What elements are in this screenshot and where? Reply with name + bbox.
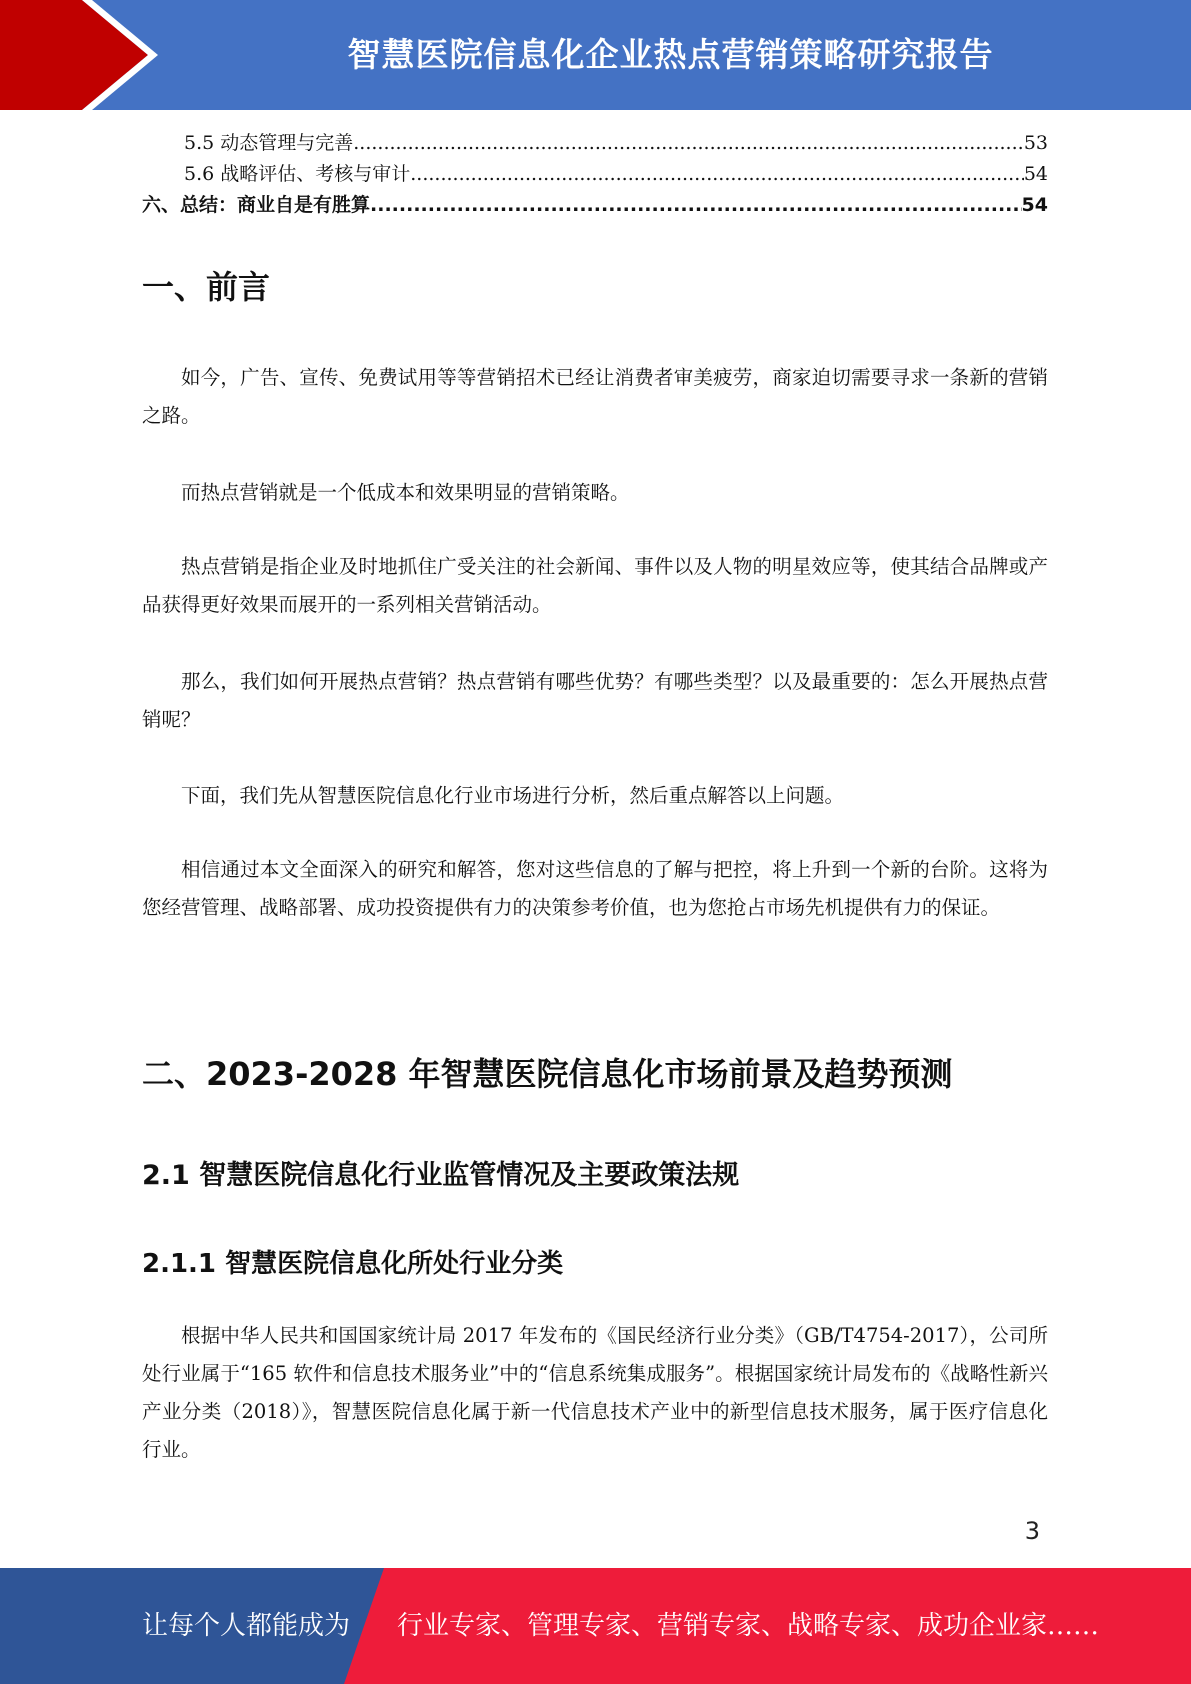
toc-entry-title: 5.5 动态管理与完善	[184, 132, 354, 154]
body-paragraph: 下面，我们先从智慧医院信息化行业市场进行分析，然后重点解答以上问题。	[181, 784, 845, 807]
toc-entry-page: 54	[1021, 194, 1048, 216]
toc-entry[interactable]	[142, 190, 1048, 221]
page-header	[0, 0, 1191, 110]
body-paragraph: 相信通过本文全面深入的研究和解答，您对这些信息的了解与把控，将上升到一个新的台阶。这将为您经营管理、战略部署、成功投资提供有力的决策参考价值，也为您抢占市场先机提供有力的保证。	[142, 858, 1048, 919]
toc-entry[interactable]	[142, 159, 1048, 190]
table-of-contents	[142, 128, 1048, 221]
report-title: 智慧医院信息化企业热点营销策略研究报告	[347, 35, 994, 74]
subsection-heading-classification: 2.1.1 智慧医院信息化所处行业分类	[142, 1249, 564, 1279]
page-number: 3	[1024, 1517, 1040, 1545]
toc-leader-dots	[353, 132, 1024, 154]
body-paragraph: 那么，我们如何开展热点营销？热点营销有哪些优势？有哪些类型？以及最重要的：怎么开展热点营销呢？	[142, 670, 1048, 731]
toc-leader-dots	[370, 194, 1022, 216]
section-heading-preface: 一、前言	[142, 268, 271, 306]
header-arrow-decoration	[0, 0, 160, 110]
body-paragraph: 而热点营销就是一个低成本和效果明显的营销策略。	[181, 481, 630, 504]
toc-entry[interactable]	[142, 128, 1048, 159]
toc-entry-page: 53	[1023, 132, 1048, 154]
body-paragraph: 如今，广告、宣传、免费试用等等营销招术已经让消费者审美疲劳，商家迫切需要寻求一条新的营销之路。	[142, 366, 1048, 427]
footer-slogan-left: 让每个人都能成为	[142, 1611, 351, 1641]
toc-leader-dots	[410, 163, 1024, 185]
page-footer	[0, 1568, 1191, 1684]
body-paragraph: 热点营销是指企业及时地抓住广受关注的社会新闻、事件以及人物的明星效应等，使其结合品牌或产品获得更好效果而展开的一系列相关营销活动。	[142, 555, 1048, 616]
footer-slogan-right: 行业专家、管理专家、营销专家、战略专家、成功企业家……	[397, 1611, 1100, 1641]
toc-entry-title: 六、总结：商业自是有胜算	[142, 194, 371, 216]
subsection-heading-regulation: 2.1 智慧医院信息化行业监管情况及主要政策法规	[142, 1160, 740, 1191]
body-paragraph: 根据中华人民共和国国家统计局 2017 年发布的《国民经济行业分类》（GB/T4754-2017），公司所处行业属于“165 软件和信息技术服务业”中的“信息系统集成服务”。根据国家统计局发布的《战略性新兴产业分类（2018）》，智慧医院信息化属于新一代信息技术产业中的新型信息技术服务，属于医疗信息化行业。	[142, 1324, 1048, 1461]
toc-entry-page: 54	[1023, 163, 1048, 185]
section-heading-market: 二、2023-2028 年智慧医院信息化市场前景及趋势预测	[142, 1055, 953, 1093]
toc-entry-title: 5.6 战略评估、考核与审计	[184, 163, 411, 185]
